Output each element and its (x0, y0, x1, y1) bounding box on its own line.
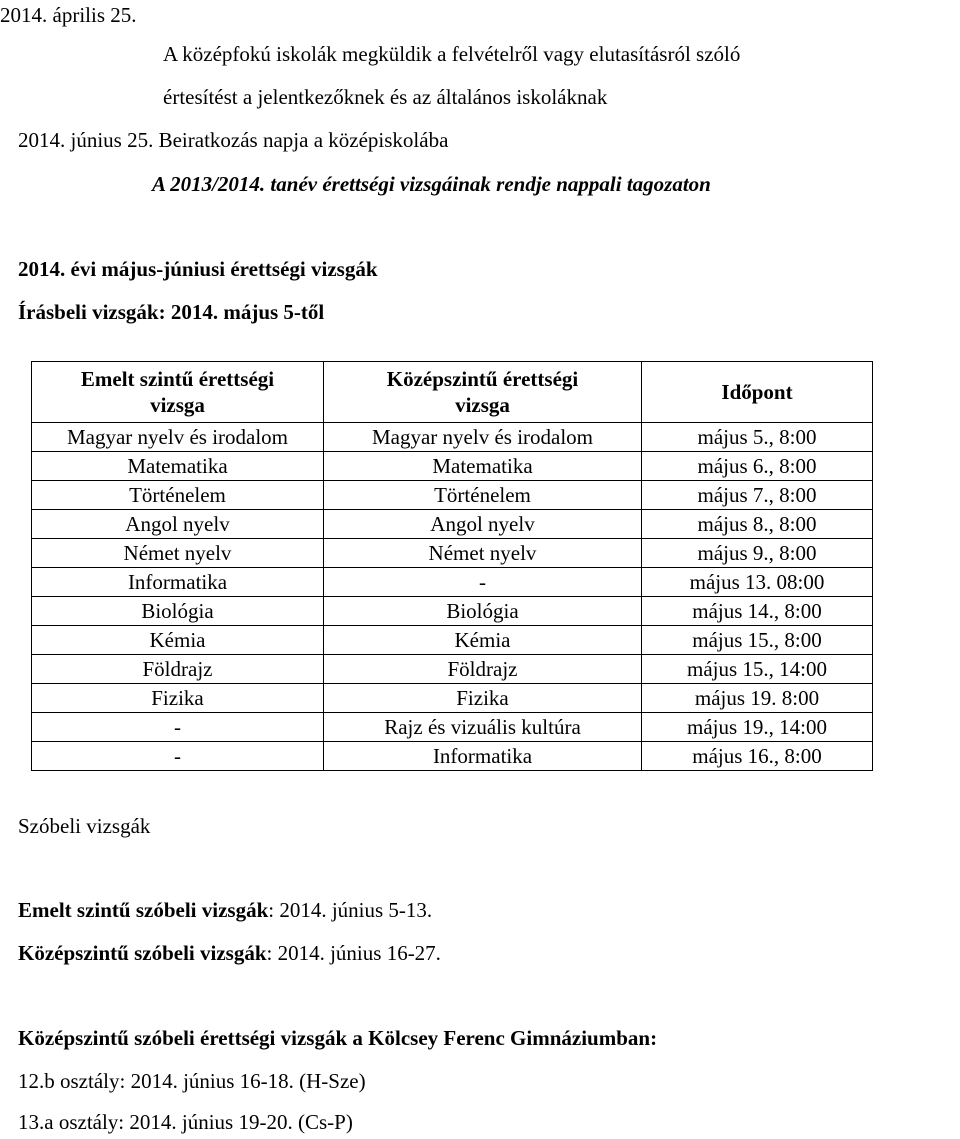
exam-time-cell: május 15., 14:00 (642, 655, 873, 684)
exam-time-cell: május 7., 8:00 (642, 481, 873, 510)
advanced-exam-cell: Matematika (32, 452, 324, 481)
header-intermediate-line1: Középszintű érettségi (386, 367, 579, 391)
date-line: 2014. április 25. (0, 3, 137, 27)
table-row (32, 568, 873, 597)
advanced-exam-cell: - (32, 742, 324, 771)
intermediate-exam-cell: Rajz és vizuális kultúra (324, 713, 642, 742)
intermediate-oral-line (18, 940, 441, 966)
intermediate-exam-cell: Kémia (324, 626, 642, 655)
table-row (32, 510, 873, 539)
advanced-oral-label: Emelt szintű szóbeli vizsgák (18, 898, 269, 922)
oral-exams-heading: Szóbeli vizsgák (18, 814, 151, 838)
intermediate-exam-cell: Földrajz (324, 655, 642, 684)
class-12b-schedule: 12.b osztály: 2014. június 16-18. (H-Sze) (18, 1069, 366, 1093)
header-time: Időpont (642, 362, 873, 423)
header-intermediate (324, 362, 642, 423)
intermediate-exam-cell: Angol nyelv (324, 510, 642, 539)
intermediate-exam-cell: - (324, 568, 642, 597)
table-row (32, 539, 873, 568)
intermediate-exam-cell: Fizika (324, 684, 642, 713)
advanced-exam-cell: Fizika (32, 684, 324, 713)
intermediate-exam-cell: Informatika (324, 742, 642, 771)
notice-line-1: A középfokú iskolák megküldik a felvételről vagy elutasításról szóló (163, 42, 741, 66)
table-row (32, 423, 873, 452)
class-13a-schedule: 13.a osztály: 2014. június 19-20. (Cs-P) (18, 1110, 353, 1134)
advanced-oral-dates: : 2014. június 5-13. (268, 898, 433, 922)
intermediate-exam-cell: Magyar nyelv és irodalom (324, 423, 642, 452)
exam-schedule-table (31, 361, 873, 771)
exam-time-cell: május 6., 8:00 (642, 452, 873, 481)
school-oral-heading: Középszintű szóbeli érettségi vizsgák a Kölcsey Ferenc Gimnáziumban: (18, 1026, 658, 1050)
advanced-exam-cell: Történelem (32, 481, 324, 510)
exam-time-cell: május 16., 8:00 (642, 742, 873, 771)
intermediate-oral-dates: : 2014. június 16-27. (266, 941, 441, 965)
table-row (32, 452, 873, 481)
table-row (32, 597, 873, 626)
advanced-exam-cell: Biológia (32, 597, 324, 626)
exam-time-cell: május 8., 8:00 (642, 510, 873, 539)
header-advanced-line2: vizsga (150, 393, 205, 417)
intermediate-exam-cell: Német nyelv (324, 539, 642, 568)
header-advanced-line1: Emelt szintű érettségi (80, 367, 275, 391)
exam-time-cell: május 15., 8:00 (642, 626, 873, 655)
exam-time-cell: május 9., 8:00 (642, 539, 873, 568)
exam-time-cell: május 19., 14:00 (642, 713, 873, 742)
exam-time-cell: május 19. 8:00 (642, 684, 873, 713)
table-row (32, 626, 873, 655)
table-row (32, 742, 873, 771)
header-intermediate-line2: vizsga (455, 393, 510, 417)
table-row (32, 684, 873, 713)
intermediate-oral-label: Középszintű szóbeli vizsgák (18, 941, 267, 965)
exam-period-heading: 2014. évi május-júniusi érettségi vizsgák (18, 257, 378, 281)
written-exams-heading: Írásbeli vizsgák: 2014. május 5-től (18, 300, 325, 324)
advanced-exam-cell: Földrajz (32, 655, 324, 684)
intermediate-exam-cell: Történelem (324, 481, 642, 510)
advanced-exam-cell: Német nyelv (32, 539, 324, 568)
notice-line-2: értesítést a jelentkezőknek és az általános iskoláknak (163, 85, 608, 109)
table-row (32, 655, 873, 684)
exam-time-cell: május 14., 8:00 (642, 597, 873, 626)
table-row (32, 481, 873, 510)
advanced-exam-cell: Informatika (32, 568, 324, 597)
advanced-exam-cell: Magyar nyelv és irodalom (32, 423, 324, 452)
advanced-exam-cell: Kémia (32, 626, 324, 655)
header-advanced (32, 362, 324, 423)
advanced-exam-cell: - (32, 713, 324, 742)
exam-time-cell: május 13. 08:00 (642, 568, 873, 597)
advanced-exam-cell: Angol nyelv (32, 510, 324, 539)
exam-time-cell: május 5., 8:00 (642, 423, 873, 452)
intermediate-exam-cell: Matematika (324, 452, 642, 481)
enrollment-line: 2014. június 25. Beiratkozás napja a középiskolába (18, 128, 449, 152)
intermediate-exam-cell: Biológia (324, 597, 642, 626)
table-header-row (32, 362, 873, 423)
advanced-oral-line (18, 897, 432, 923)
document-title: A 2013/2014. tanév érettségi vizsgáinak rendje nappali tagozaton (152, 172, 711, 196)
table-row (32, 713, 873, 742)
